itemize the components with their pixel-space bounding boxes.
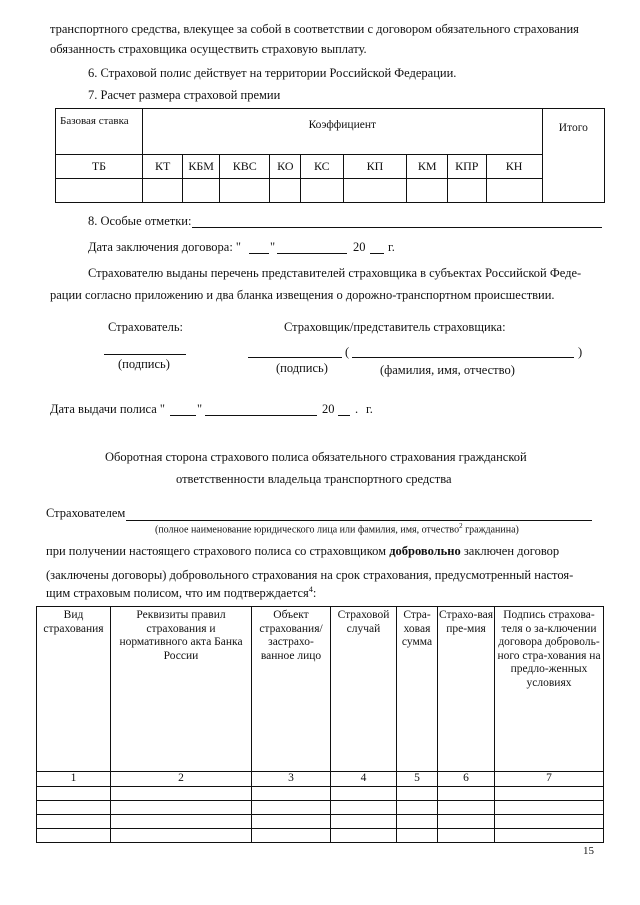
month-blank bbox=[277, 253, 347, 254]
item-7: 7. Расчет размера страховой премии bbox=[88, 88, 281, 102]
item-8: 8. Особые отметки: bbox=[88, 214, 192, 228]
code-cell: КП bbox=[343, 155, 407, 179]
policyholder-label: Страхователем bbox=[46, 506, 126, 520]
contract-date-label: Дата заключения договора: " bbox=[88, 240, 242, 254]
page-number: 15 bbox=[583, 845, 594, 857]
table-row bbox=[37, 828, 604, 842]
insurer-label: Страховщик/представитель страховщика: bbox=[284, 320, 506, 334]
issue-day-blank bbox=[170, 415, 196, 416]
paragraph-line: рации согласно приложению и два бланка извещения о дорожно-транспортном происшествии. bbox=[50, 288, 555, 302]
fio-line bbox=[352, 357, 574, 358]
code-cell: ТБ bbox=[56, 155, 143, 179]
code-cell: КС bbox=[301, 155, 343, 179]
table-row bbox=[37, 814, 604, 828]
fio-caption: (фамилия, имя, отчество) bbox=[380, 363, 515, 377]
column-number: 5 bbox=[397, 772, 438, 787]
code-cell: КТ bbox=[142, 155, 182, 179]
code-cell: КПР bbox=[447, 155, 486, 179]
paragraph-line: при получении настоящего страхового полиса со страховщиком добровольно заключен договор bbox=[46, 544, 560, 558]
column-number: 6 bbox=[438, 772, 495, 787]
issue-date-quote: " bbox=[197, 402, 203, 416]
column-number: 1 bbox=[37, 772, 111, 787]
header-cell: Стра-ховая сумма bbox=[397, 607, 438, 772]
reverse-title: ответственности владельца транспортного средства bbox=[176, 472, 452, 486]
paragraph-line: транспортного средства, влекущее за собой в соответствии с договором обязательного страхования bbox=[50, 22, 579, 36]
value-cell bbox=[183, 179, 220, 203]
column-number: 2 bbox=[111, 772, 252, 787]
value-cell bbox=[56, 179, 143, 203]
column-number: 4 bbox=[331, 772, 397, 787]
value-cell bbox=[142, 179, 182, 203]
insured-signature-line bbox=[104, 354, 186, 355]
issue-date-year: 20 bbox=[322, 402, 335, 416]
contract-date-suffix: г. bbox=[388, 240, 395, 254]
column-number: 3 bbox=[252, 772, 331, 787]
value-cell bbox=[407, 179, 448, 203]
signature-caption: (подпись) bbox=[118, 357, 170, 371]
total-header: Итого bbox=[542, 109, 604, 203]
code-cell: КО bbox=[270, 155, 301, 179]
base-rate-header: Базовая ставка bbox=[56, 109, 143, 155]
code-cell: КМ bbox=[407, 155, 448, 179]
paragraph-line: Страхователю выданы перечень представителей страховщика в субъектах Российской Феде- bbox=[88, 266, 582, 280]
header-cell: Объект страхования/ застрахо-ванное лицо bbox=[252, 607, 331, 772]
insured-label: Страхователь: bbox=[108, 320, 183, 334]
issue-month-blank bbox=[205, 415, 317, 416]
item-6: 6. Страховой полис действует на территории Российской Федерации. bbox=[88, 66, 457, 80]
year-blank bbox=[370, 253, 384, 254]
coefficient-header: Коэффициент bbox=[142, 109, 542, 155]
close-paren: ) bbox=[578, 345, 583, 359]
premium-table bbox=[55, 108, 605, 203]
value-cell bbox=[486, 179, 542, 203]
issue-date-label: Дата выдачи полиса " bbox=[50, 402, 166, 416]
table-row bbox=[37, 800, 604, 814]
paragraph-line: (заключены договоры) добровольного страхования на срок страхования, предусмотренный настоя- bbox=[46, 568, 574, 582]
code-cell: КВС bbox=[220, 155, 270, 179]
code-cell: КБМ bbox=[183, 155, 220, 179]
header-cell: Подпись страхова-теля о за-ключении договора доброволь-ного стра-хования на предло-женных условиях bbox=[495, 607, 604, 772]
contract-date-year: 20 bbox=[353, 240, 366, 254]
insurer-signature-line bbox=[248, 357, 342, 358]
value-cell bbox=[301, 179, 343, 203]
header-cell: Вид страхования bbox=[37, 607, 111, 772]
header-cell: Страхо-вая пре-мия bbox=[438, 607, 495, 772]
special-notes-line bbox=[192, 227, 602, 228]
value-cell bbox=[270, 179, 301, 203]
policyholder-caption: (полное наименование юридического лица или фамилия, имя, отчество$^2$ гражданина) bbox=[155, 522, 519, 536]
header-cell: Страховой случай bbox=[331, 607, 397, 772]
paragraph-line: щим страховым полисом, что им подтверждается$^4$: bbox=[46, 585, 317, 601]
issue-date-suffix: г. bbox=[366, 402, 373, 416]
column-number: 7 bbox=[495, 772, 604, 787]
open-paren: ( bbox=[345, 345, 350, 359]
value-cell bbox=[447, 179, 486, 203]
signature-caption: (подпись) bbox=[276, 361, 328, 375]
paragraph-line: обязанность страховщика осуществить страховую выплату. bbox=[50, 42, 367, 56]
contract-date-quote: " bbox=[270, 240, 276, 254]
policyholder-line bbox=[126, 520, 592, 521]
value-cell bbox=[343, 179, 407, 203]
code-cell: КН bbox=[486, 155, 542, 179]
voluntary-insurance-table bbox=[36, 606, 604, 843]
day-blank bbox=[249, 253, 269, 254]
issue-year-blank bbox=[338, 415, 350, 416]
table-row bbox=[37, 786, 604, 800]
issue-date-dot: . bbox=[355, 402, 359, 416]
header-cell: Реквизиты правил страхования и нормативного акта Банка России bbox=[111, 607, 252, 772]
value-cell bbox=[220, 179, 270, 203]
reverse-title: Оборотная сторона страхового полиса обязательного страхования гражданской bbox=[105, 450, 527, 464]
